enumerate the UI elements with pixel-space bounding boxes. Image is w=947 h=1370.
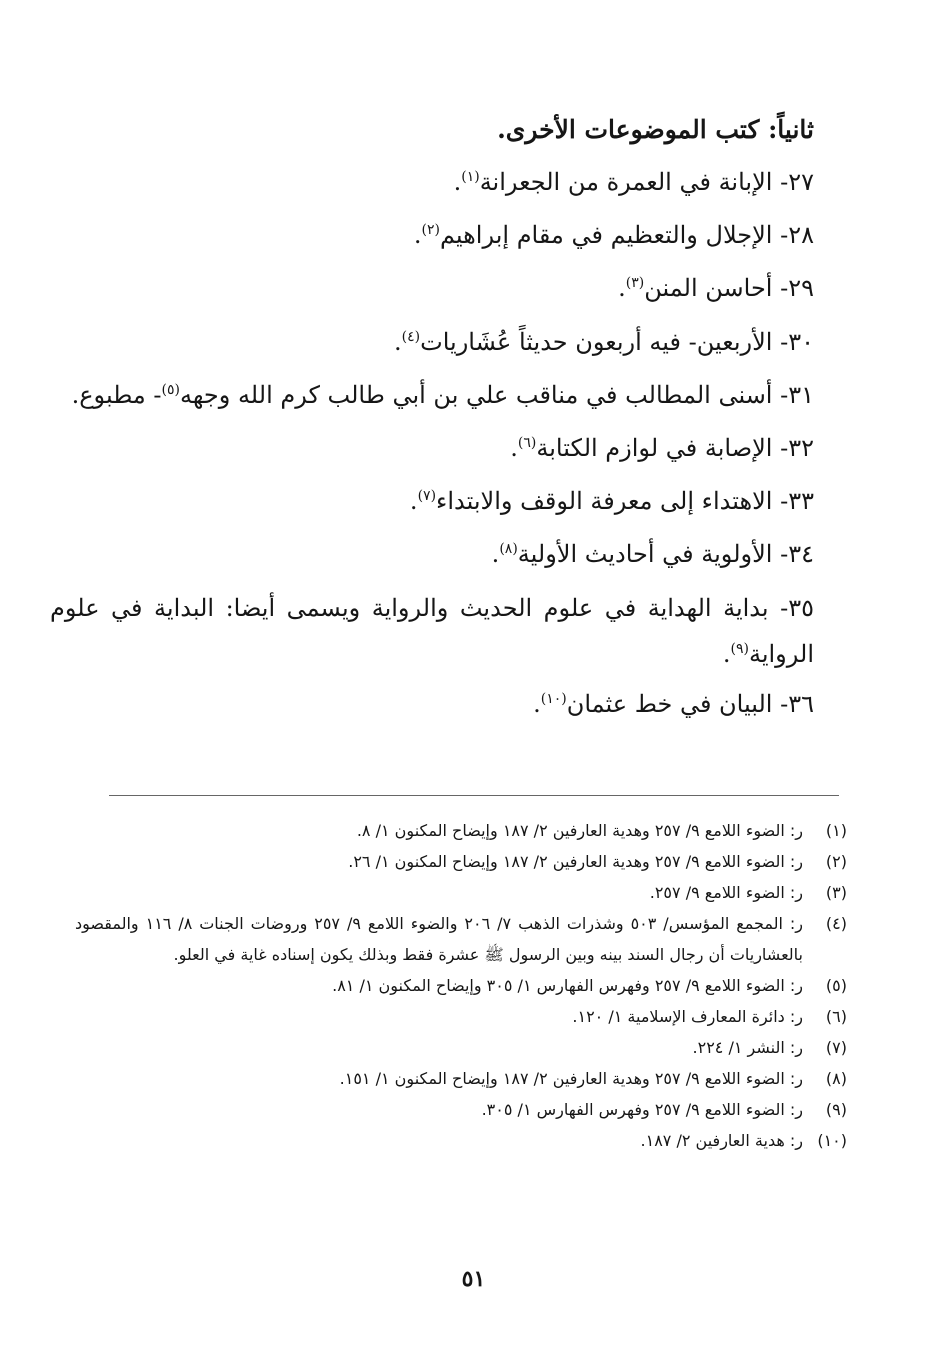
- entry-suffix: .: [722, 640, 731, 668]
- entry-31: [54, 375, 814, 415]
- entry-title: الإصابة في لوازم الكتابة: [536, 434, 773, 462]
- footnote-number: (٥): [825, 976, 847, 995]
- footnote-ref: (٦): [517, 435, 537, 451]
- entry-title: الأربعين- فيه أربعون حديثاً عُشَاريات: [420, 328, 773, 356]
- entry-suffix: .: [510, 434, 518, 462]
- footnote-divider: [109, 795, 839, 796]
- entry-number: ٣٤-: [780, 540, 814, 568]
- entry-suffix: .: [394, 328, 402, 356]
- footnote-number: (٨): [825, 1069, 847, 1088]
- footnote-text: ر: الضوء اللامع ٩/ ٢٥٧ وفهرس الفهارس ١/ ٣٠٥ وإيضاح المكنون ١/ ٨١.: [332, 976, 803, 995]
- footnote-8: [75, 1063, 847, 1094]
- entry-title: البيان في خط عثمان: [566, 690, 773, 718]
- entry-suffix: - مطبوع.: [71, 381, 162, 409]
- entry-suffix: .: [533, 690, 541, 718]
- entry-number: ٣٢-: [780, 434, 814, 462]
- footnote-ref: (٣): [625, 275, 645, 291]
- entry-number: ٣٠-: [780, 328, 814, 356]
- entry-title: الأولوية في أحاديث الأولية: [517, 540, 773, 568]
- entry-title: بداية الهداية في علوم الحديث والرواية ويسمى أيضا: البداية في علوم الرواية: [50, 594, 814, 668]
- entry-number: ٣١-: [780, 381, 814, 409]
- footnote-text: ر: المجمع المؤسس/ ٥٠٣ وشذرات الذهب ٧/ ٢٠٦ والضوء اللامع ٩/ ٢٥٧ وروضات الجنات ٨/ ١١٦ والمقصود بالعشاريات أن رجال السند بينه وبين الرسول ﷺ عشرة فقط وبذلك يكون إسناده غاية في العلو.: [75, 914, 803, 964]
- footnote-3: [75, 877, 847, 908]
- footnote-number: (١٠): [817, 1131, 847, 1150]
- footnotes: [75, 815, 847, 1156]
- entry-title: الإجلال والتعظيم في مقام إبراهيم: [439, 221, 773, 249]
- entry-27: [54, 162, 814, 202]
- entry-36: [54, 684, 814, 724]
- footnote-ref: (٥): [161, 382, 180, 398]
- footnote-text: ر: النشر ١/ ٢٢٤.: [692, 1038, 803, 1057]
- entry-32: [54, 428, 814, 468]
- footnote-number: (٤): [825, 914, 847, 933]
- footnote-ref: (٨): [499, 541, 518, 557]
- entry-title: أسنى المطالب في مناقب علي بن أبي طالب كرم الله وجهه: [179, 381, 773, 409]
- footnote-text: ر: هدية العارفين ٢/ ١٨٧.: [640, 1131, 803, 1150]
- entry-30: [54, 322, 814, 362]
- footnote-text: ر: الضوء اللامع ٩/ ٢٥٧ وفهرس الفهارس ١/ ٣٠٥.: [481, 1100, 803, 1119]
- footnote-number: (٢): [825, 852, 847, 871]
- footnote-ref: (١): [461, 169, 480, 185]
- footnote-text: ر: دائرة المعارف الإسلامية ١/ ١٢٠.: [572, 1007, 803, 1026]
- entry-suffix: .: [413, 221, 422, 249]
- entry-34: [54, 534, 814, 574]
- entry-title: أحاسن المنن: [644, 274, 773, 302]
- footnote-text: ر: الضوء اللامع ٩/ ٢٥٧ وهدية العارفين ٢/ ١٨٧ وإيضاح المكنون ١/ ١٥١.: [339, 1069, 803, 1088]
- entry-number: ٢٩-: [780, 274, 814, 302]
- footnote-4: [75, 908, 847, 970]
- footnote-ref: (٢): [421, 222, 440, 238]
- footnote-5: [75, 970, 847, 1001]
- entry-35: [50, 585, 814, 677]
- entry-suffix: .: [409, 487, 418, 515]
- footnote-number: (٩): [825, 1100, 847, 1119]
- footnote-text: ر: الضوء اللامع ٩/ ٢٥٧ وهدية العارفين ٢/ ١٨٧ وإيضاح المكنون ١/ ٨.: [356, 821, 803, 840]
- entry-number: ٢٧-: [780, 168, 814, 196]
- entry-suffix: .: [453, 168, 462, 196]
- page-number: ٥١: [461, 1266, 486, 1292]
- section-heading: ثانياً: كتب الموضوعات الأخرى.: [497, 115, 814, 144]
- footnote-9: [75, 1094, 847, 1125]
- entry-number: ٣٣-: [780, 487, 814, 515]
- footnote-number: (٧): [825, 1038, 847, 1057]
- footnote-6: [75, 1001, 847, 1032]
- footnote-ref: (١٠): [540, 691, 567, 707]
- entry-suffix: .: [491, 540, 500, 568]
- entry-number: ٣٦-: [780, 690, 814, 718]
- footnote-number: (٣): [825, 883, 847, 902]
- entry-28: [54, 215, 814, 255]
- entry-title: الاهتداء إلى معرفة الوقف والابتداء: [436, 487, 773, 515]
- footnote-10: [75, 1125, 847, 1156]
- footnote-ref: (٩): [730, 641, 749, 657]
- entry-29: [54, 268, 814, 308]
- entry-suffix: .: [618, 274, 626, 302]
- entry-number: ٢٨-: [780, 221, 814, 249]
- entry-title: الإبانة في العمرة من الجعرانة: [479, 168, 773, 196]
- footnote-number: (١): [825, 821, 847, 840]
- footnote-1: [75, 815, 847, 846]
- footnote-7: [75, 1032, 847, 1063]
- footnote-2: [75, 846, 847, 877]
- footnote-text: ر: الضوء اللامع ٩/ ٢٥٧.: [649, 883, 803, 902]
- entry-33: [54, 481, 814, 521]
- footnote-number: (٦): [825, 1007, 847, 1026]
- footnote-text: ر: الضوء اللامع ٩/ ٢٥٧ وهدية العارفين ٢/ ١٨٧ وإيضاح المكنون ١/ ٢٦.: [348, 852, 803, 871]
- footnote-ref: (٤): [401, 329, 421, 345]
- footnote-ref: (٧): [417, 488, 437, 504]
- entry-number: ٣٥-: [780, 594, 814, 622]
